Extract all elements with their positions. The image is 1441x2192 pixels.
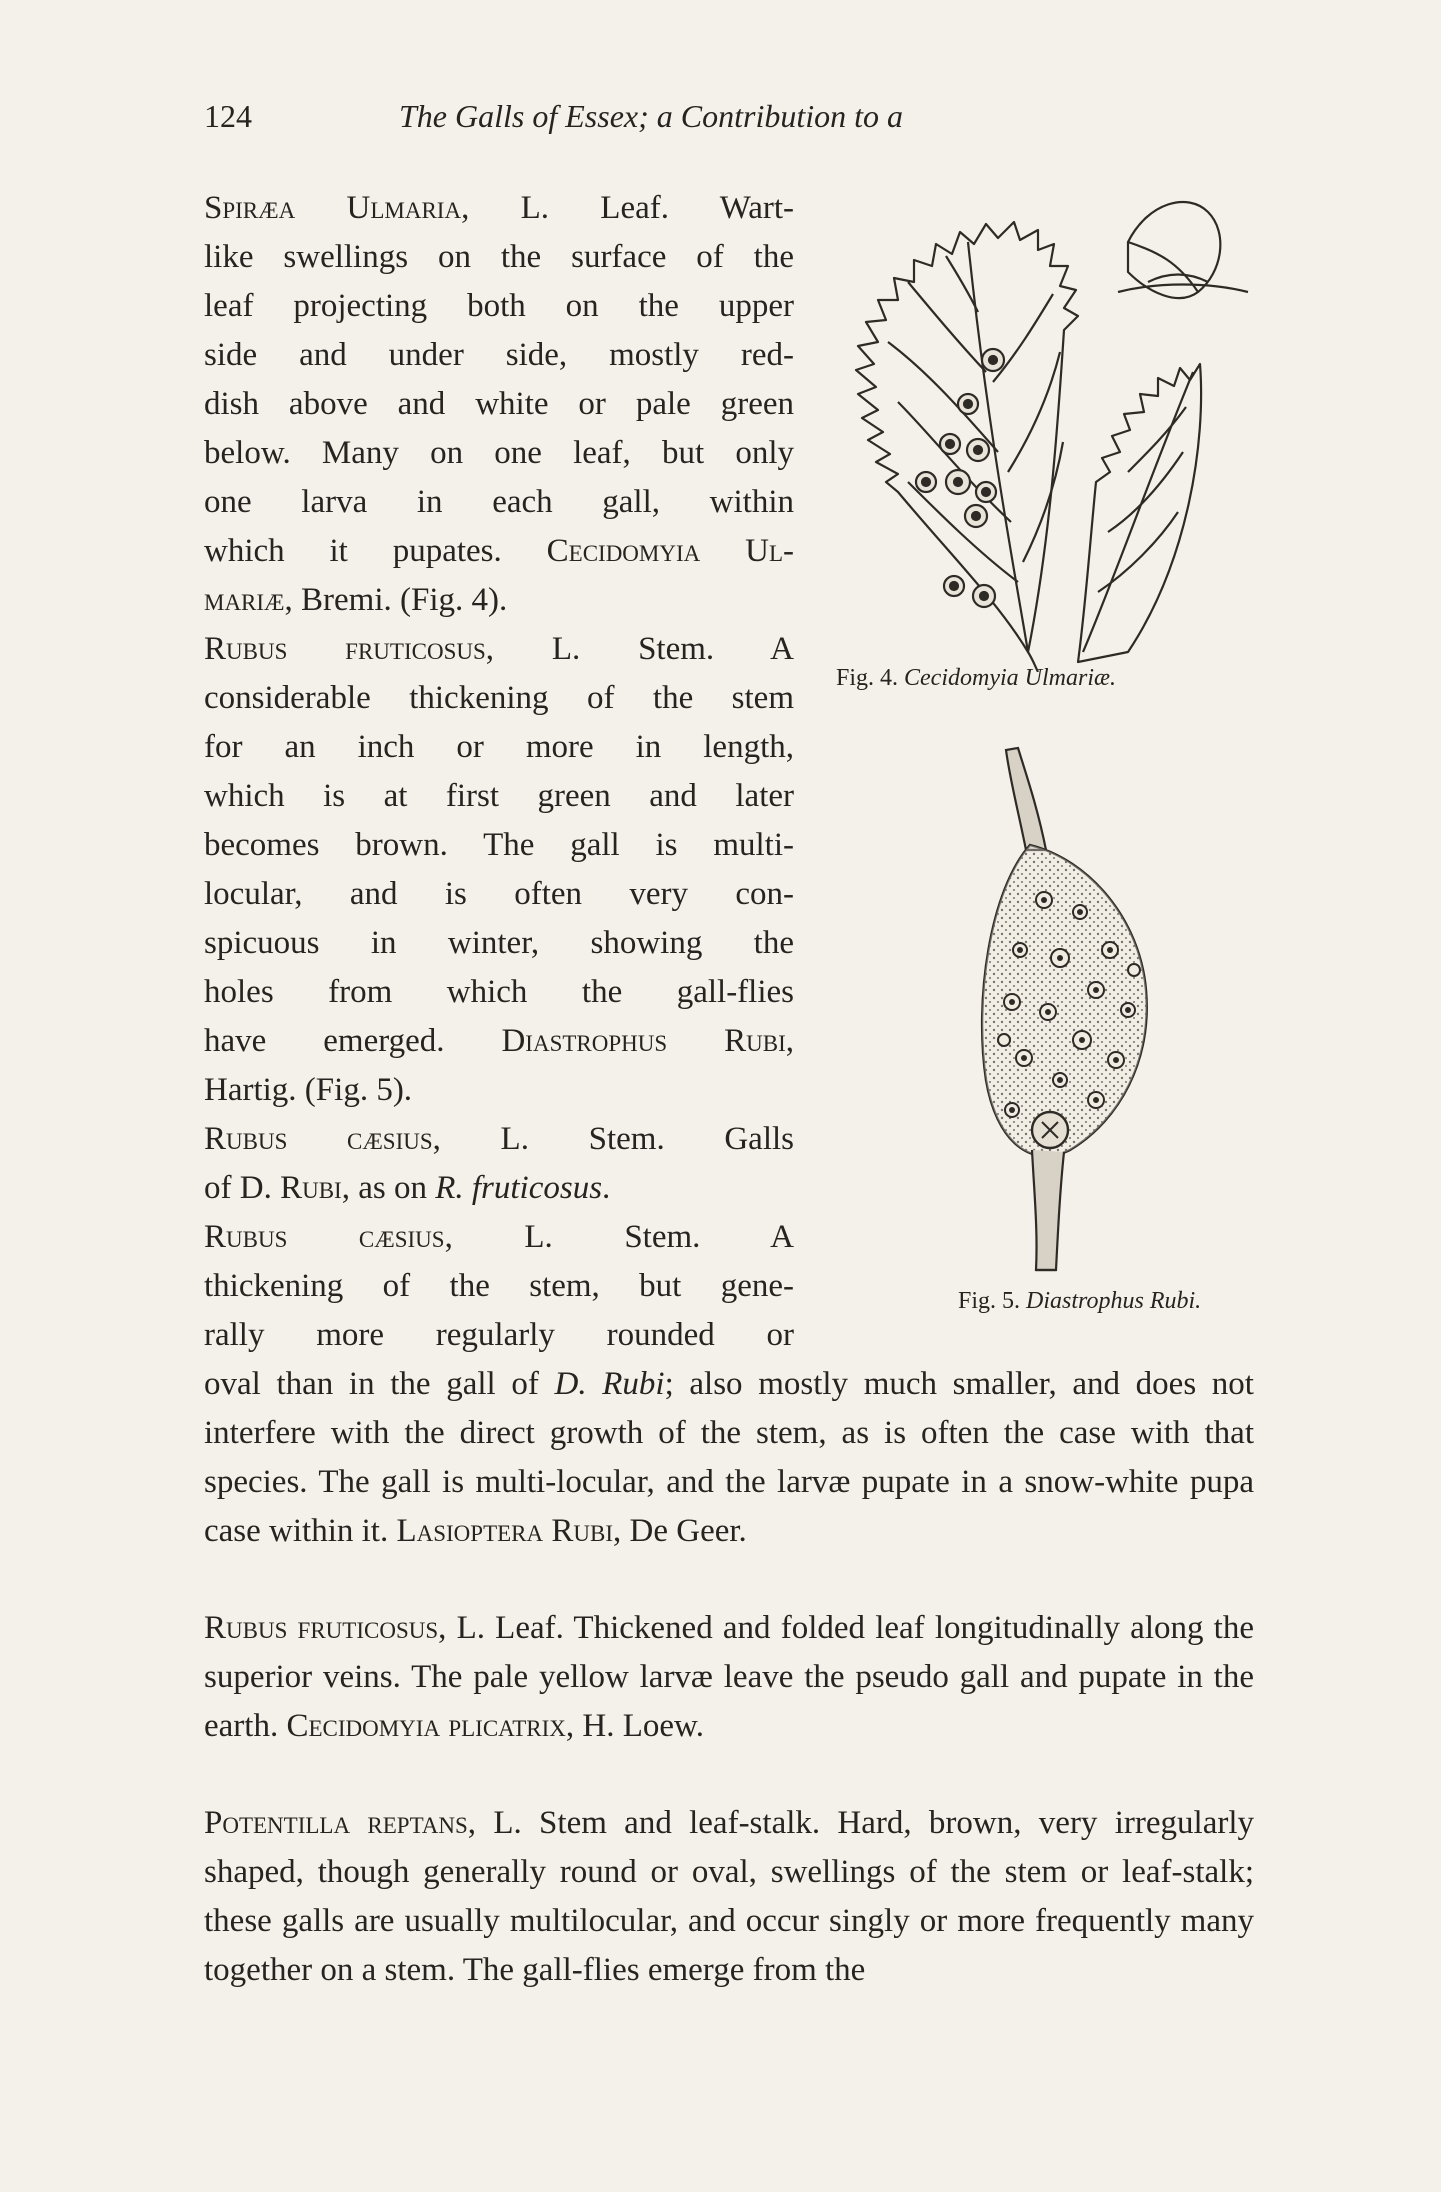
entry-potentilla-reptans: Potentilla reptans, L. Stem and leaf-stalk. Hard, brown, very irregularly shaped, though generally round or oval, swellings of the stem or leaf-stalk; these galls are usually multilocular, and occur singly or more frequently many together on a stem. The gall-flies emerge from the: [204, 1805, 1254, 1988]
entry-rubus-caesius-stem-thickening: Rubus cæsius, L. Stem. A thickening of the stem, but gene- rally more regularly rounded or: [204, 1219, 794, 1353]
entry-rubus-caesius-stem-galls: Rubus cæsius, L. Stem. Galls of D. Rubi, as on R. fruticosus.: [204, 1121, 794, 1206]
leaf-gall-illustration: [828, 182, 1258, 672]
entry-rubus-fruticosus-stem: Rubus fruticosus, L. Stem. A considerable thickening of the stem for an inch or more in length, which is at first green and later becomes brown. The gall is multi- locular, and is often very con- spicuous in winter, showing the holes from which the gall-flies have emerged. Diastrophus Rubi, Hartig. (Fig. 5).: [204, 631, 794, 1108]
page-header: [204, 98, 1254, 146]
stem-gall-illustration: [920, 740, 1220, 1280]
figure-4-caption: Fig. 4. Cecidomyia Ulmariæ.: [836, 665, 1116, 691]
entry-rubus-caesius-continuation: oval than in the gall of D. Rubi; also mostly much smaller, and does not interfere with the direct growth of the stem, as is often the case with that species. The gall is multi-locular, and the larvæ pupate in a snow-white pupa case within it. Lasioptera Rubi, De Geer.: [204, 1366, 1254, 1549]
entry-rubus-fruticosus-leaf: Rubus fruticosus, L. Leaf. Thickened and folded leaf longitudinally along the superior veins. The pale yellow larvæ leave the pseudo gall and pupate in the earth. Cecidomyia plicatrix, H. Loew.: [204, 1610, 1254, 1744]
figure-4: [828, 182, 1258, 672]
figure-5-caption: Fig. 5. Diastrophus Rubi.: [958, 1288, 1202, 1314]
figure-5: [920, 740, 1220, 1280]
entry-spiraea-ulmaria: Spiræa Ulmaria, L. Leaf. Wart- like swellings on the surface of the leaf projecting both on the upper side and under side, mostly red- dish above and white or pale green below. Many on one leaf, but only one larva in each gall, within which it pupates. Cecidomyia Ul- mariæ, Bremi. (Fig. 4).: [204, 190, 794, 618]
page-number: 124: [204, 98, 252, 134]
running-title: The Galls of Essex; a Contribution to a: [399, 98, 903, 134]
